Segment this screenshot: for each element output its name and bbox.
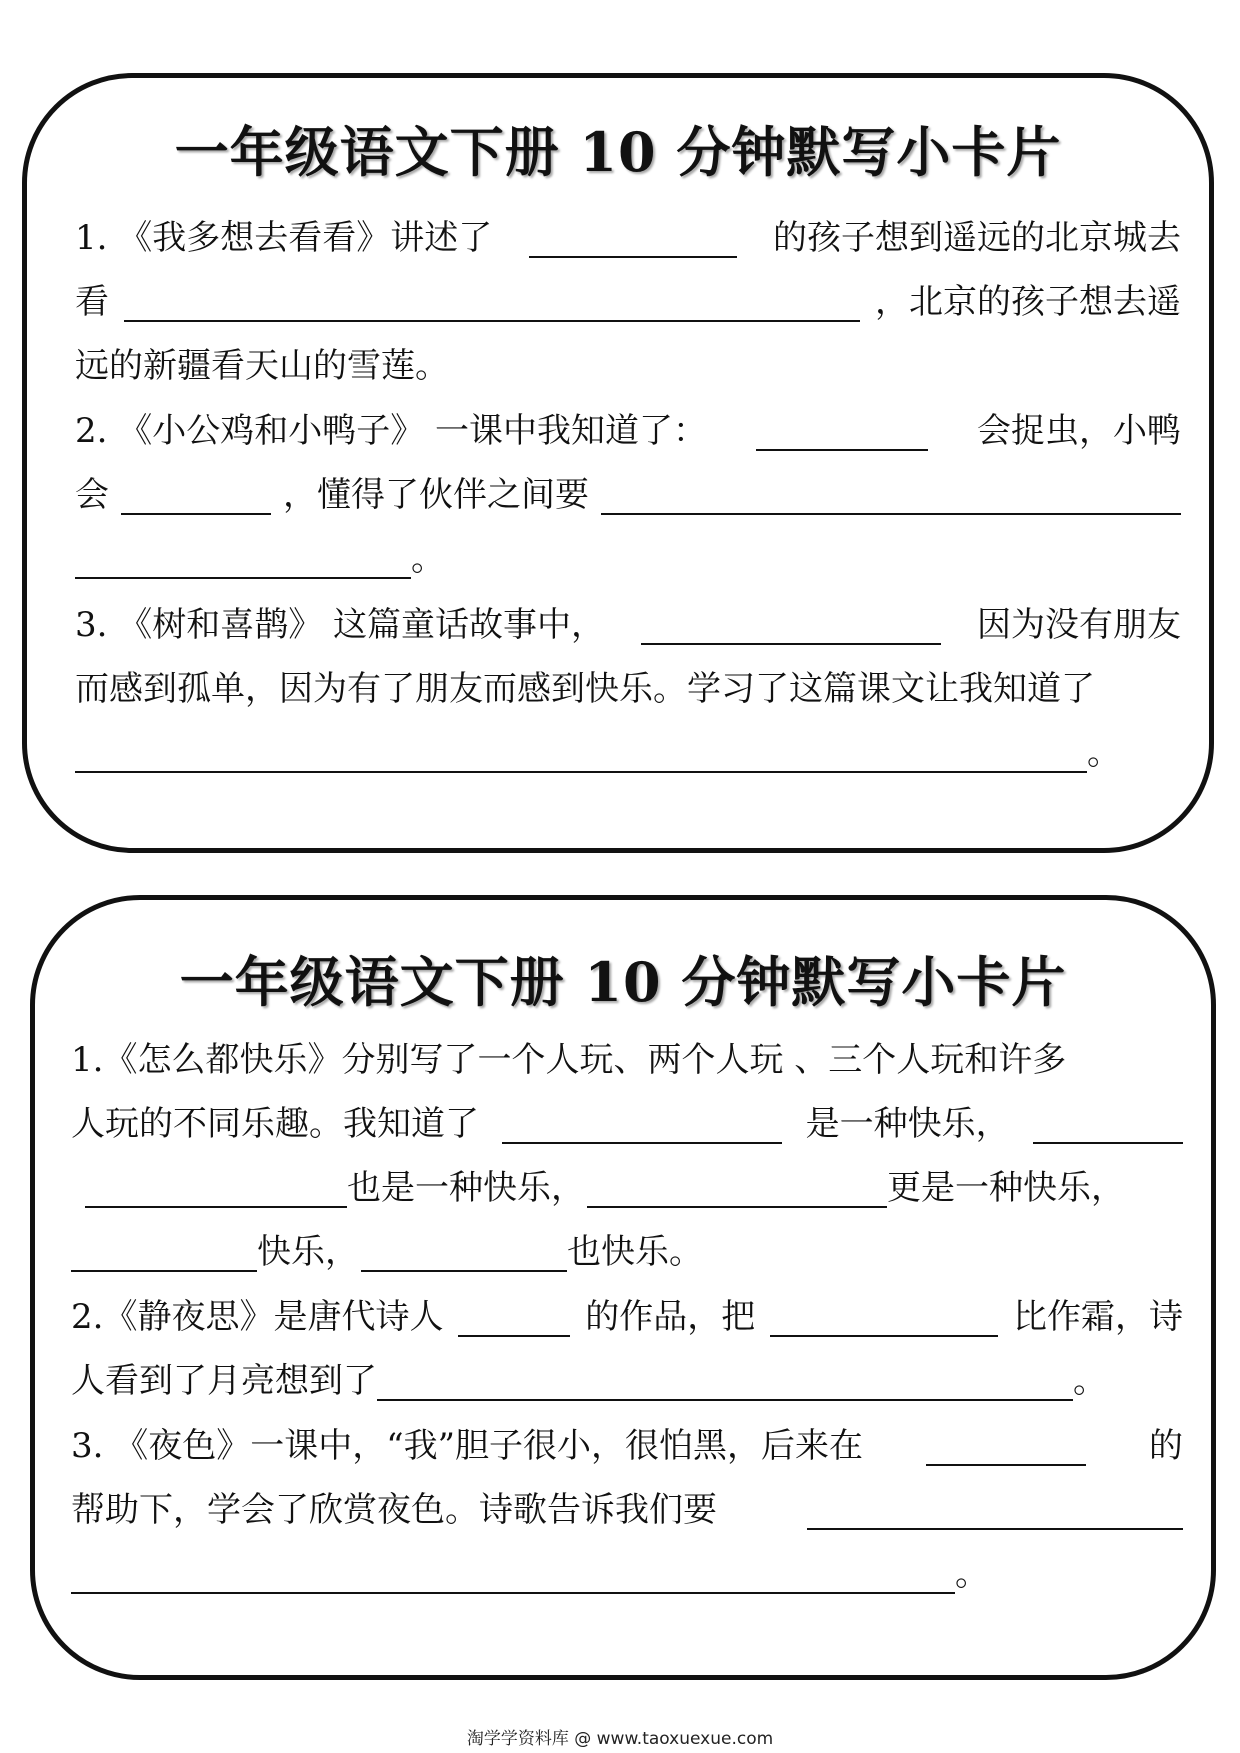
question-text: 也是一种快乐， xyxy=(347,1168,585,1208)
question-1-line-3 xyxy=(85,1168,1183,1208)
question-text: 人玩的不同乐趣。我知道了 xyxy=(71,1104,479,1144)
answer-blank[interactable] xyxy=(502,1110,782,1144)
question-1-line-2 xyxy=(71,1104,1183,1144)
question-text: 的作品，把 xyxy=(585,1297,756,1337)
question-text: 。 xyxy=(955,1554,989,1594)
question-text: 看 xyxy=(75,282,109,322)
question-2-line-1 xyxy=(75,411,1181,451)
answer-blank[interactable] xyxy=(85,1174,347,1208)
question-3-line-3 xyxy=(75,733,1181,773)
answer-blank[interactable] xyxy=(756,417,928,451)
question-text: 快乐， xyxy=(257,1232,359,1272)
footer-watermark: 淘学学资料库 @ www.taoxuexue.com xyxy=(466,1729,774,1749)
question-text: 会捉虫，小鸭 xyxy=(977,411,1181,451)
question-text: ，懂得了伙伴之间要 xyxy=(283,475,589,515)
question-text: 的孩子想到遥远的北京城去 xyxy=(773,218,1181,258)
answer-blank[interactable] xyxy=(71,1560,955,1594)
question-text: 3. 《树和喜鹊》 这篇童话故事中， xyxy=(75,605,606,645)
answer-blank[interactable] xyxy=(641,611,941,645)
question-text: 而感到孤单，因为有了朋友而感到快乐。学习了这篇课文让我知道了 xyxy=(75,669,1095,709)
dictation-card-2 xyxy=(30,895,1216,1680)
answer-blank[interactable] xyxy=(121,481,271,515)
question-text: 的 xyxy=(1148,1426,1183,1466)
question-text: 会 xyxy=(75,475,109,515)
question-2-line-3 xyxy=(75,539,1181,579)
answer-blank[interactable] xyxy=(529,224,737,258)
answer-blank[interactable] xyxy=(587,1174,887,1208)
question-2-line-1 xyxy=(71,1297,1183,1337)
question-3-line-1 xyxy=(71,1426,1183,1466)
question-1-line-2 xyxy=(75,282,1181,322)
question-text: 1. 《我多想去看看》讲述了 xyxy=(75,218,493,258)
question-text: 。 xyxy=(1073,1361,1107,1401)
card-title: 一年级语文下册 10 分钟默写小卡片 xyxy=(179,950,1067,1014)
question-3-line-3 xyxy=(71,1554,1183,1594)
answer-blank[interactable] xyxy=(361,1238,567,1272)
answer-blank[interactable] xyxy=(377,1367,1073,1401)
question-text: 3. 《夜色》一课中，“我”胆子很小，很怕黑，后来在 xyxy=(71,1426,864,1466)
question-3-line-2 xyxy=(71,1490,1183,1530)
question-1-line-1 xyxy=(71,1040,1183,1080)
question-text: 帮助下，学会了欣赏夜色。诗歌告诉我们要 xyxy=(71,1490,717,1530)
question-text: 2.《静夜思》是唐代诗人 xyxy=(71,1297,444,1337)
question-text: 比作霜，诗 xyxy=(1012,1297,1183,1337)
question-2-line-2 xyxy=(71,1361,1183,1401)
answer-blank[interactable] xyxy=(71,1238,257,1272)
question-text: 远的新疆看天山的雪莲。 xyxy=(75,346,449,386)
question-text: 是一种快乐， xyxy=(805,1104,1010,1144)
question-3-line-1 xyxy=(75,605,1181,645)
question-text: 1.《怎么都快乐》分别写了一个人玩、两个人玩 、三个人玩和许多 xyxy=(71,1040,1067,1080)
answer-blank[interactable] xyxy=(75,739,1087,773)
question-1-line-3 xyxy=(75,346,1181,386)
question-1-line-1 xyxy=(75,218,1181,258)
dictation-card-1 xyxy=(22,73,1214,853)
answer-blank[interactable] xyxy=(1033,1110,1183,1144)
card-title: 一年级语文下册 10 分钟默写小卡片 xyxy=(174,120,1062,184)
question-text: 2. 《小公鸡和小鸭子》 一课中我知道了： xyxy=(75,411,708,451)
question-text: 更是一种快乐， xyxy=(887,1168,1125,1208)
question-2-line-2 xyxy=(75,475,1181,515)
answer-blank[interactable] xyxy=(807,1496,1183,1530)
answer-blank[interactable] xyxy=(458,1303,570,1337)
answer-blank[interactable] xyxy=(124,288,860,322)
question-text: 。 xyxy=(1087,733,1121,773)
question-text: 人看到了月亮想到了 xyxy=(71,1361,377,1401)
question-text: 。 xyxy=(411,539,445,579)
answer-blank[interactable] xyxy=(75,545,411,579)
answer-blank[interactable] xyxy=(926,1432,1086,1466)
answer-blank[interactable] xyxy=(601,481,1181,515)
question-1-line-4 xyxy=(71,1232,1183,1272)
question-text: ，北京的孩子想去遥 xyxy=(875,282,1181,322)
question-text: 因为没有朋友 xyxy=(977,605,1181,645)
answer-blank[interactable] xyxy=(770,1303,998,1337)
question-text: 也快乐。 xyxy=(567,1232,703,1272)
question-3-line-2 xyxy=(75,669,1181,709)
